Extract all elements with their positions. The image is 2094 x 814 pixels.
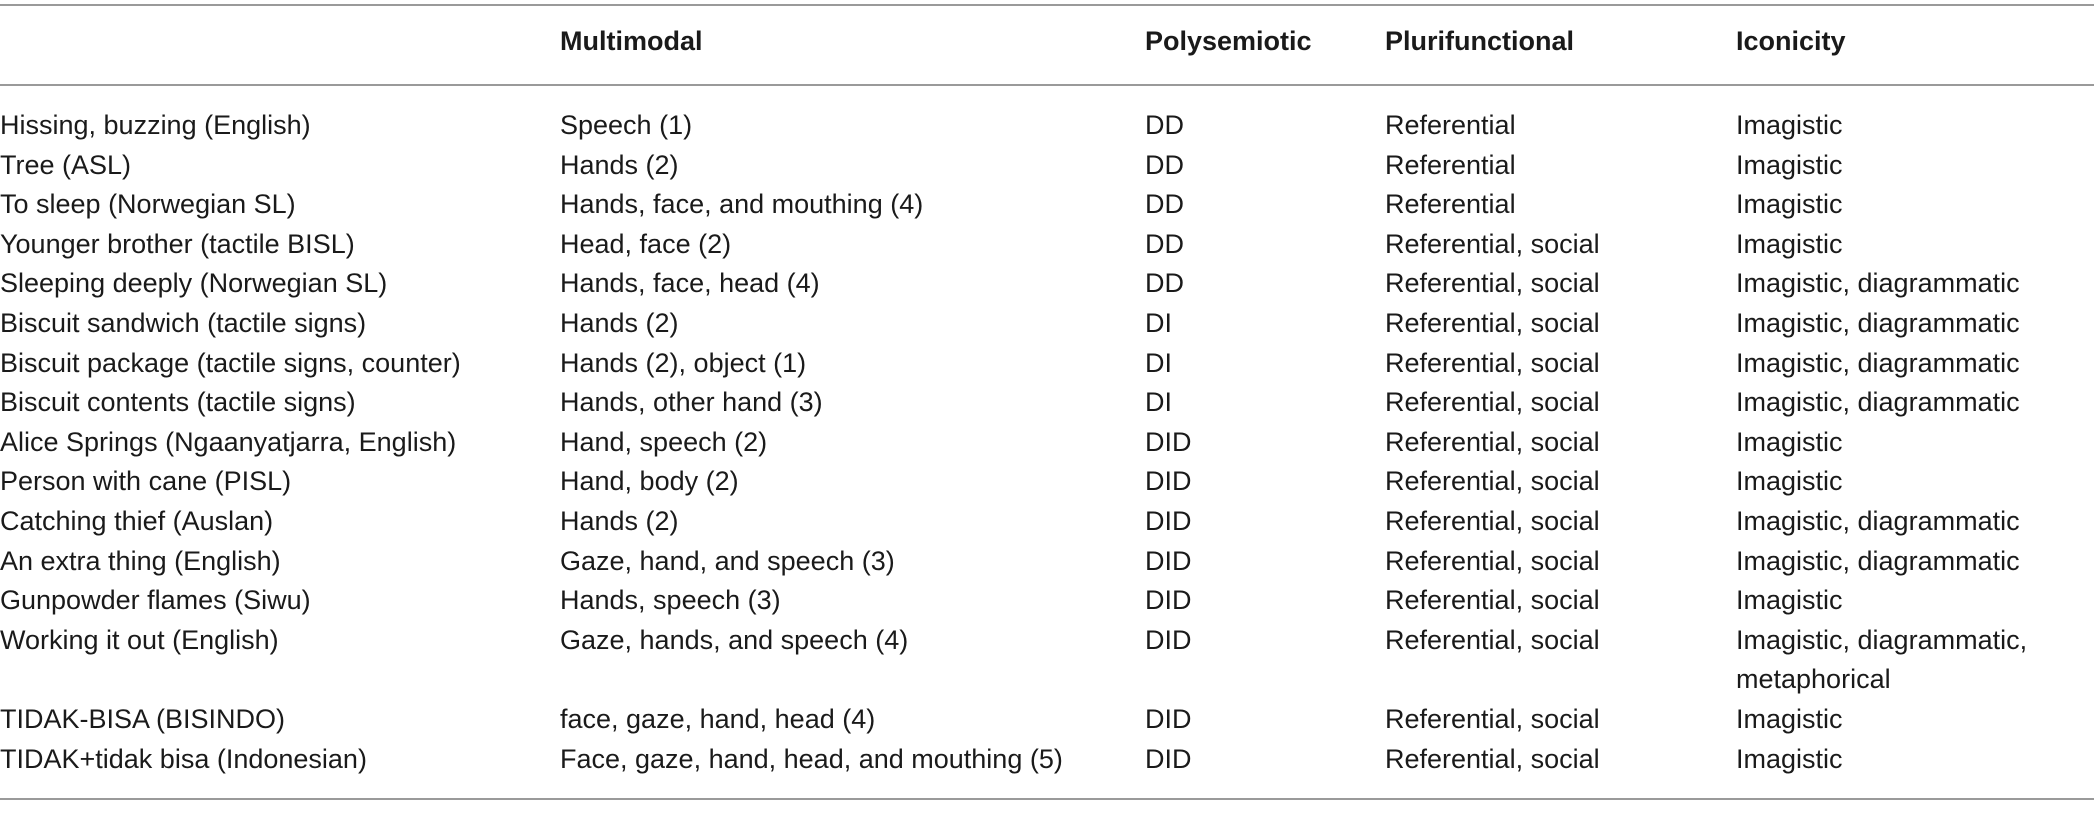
- table-cell-iconicity: Imagistic, diagrammatic: [1736, 307, 2020, 338]
- table-cell-polysemiotic: DID: [1145, 466, 1192, 497]
- table-cell-plurifunctional: Referential, social: [1385, 347, 1600, 378]
- table-cell-polysemiotic: DI: [1145, 387, 1172, 418]
- table-cell-plurifunctional: Referential, social: [1385, 466, 1600, 497]
- table-cell-iconicity: Imagistic, diagrammatic: [1736, 347, 2020, 378]
- table-cell-plurifunctional: Referential, social: [1385, 268, 1600, 299]
- table-cell-plurifunctional: Referential, social: [1385, 228, 1600, 259]
- table-cell-plurifunctional: Referential, social: [1385, 307, 1600, 338]
- table-cell-multimodal: Hands (2): [560, 505, 679, 536]
- table-cell-plurifunctional: Referential: [1385, 149, 1516, 180]
- table-cell-iconicity: Imagistic: [1736, 703, 1843, 734]
- table-cell-example: Younger brother (tactile BISL): [0, 228, 355, 259]
- table-cell-multimodal: Hands, face, head (4): [560, 268, 820, 299]
- table-cell-plurifunctional: Referential, social: [1385, 703, 1600, 734]
- table-cell-example: TIDAK-BISA (BISINDO): [0, 703, 286, 734]
- table-header-row: [0, 26, 2094, 66]
- table-row: [0, 423, 2094, 463]
- table-cell-multimodal: Gaze, hand, and speech (3): [560, 545, 895, 576]
- table-cell-iconicity: Imagistic, diagrammatic: [1736, 545, 2020, 576]
- table-cell-multimodal: face, gaze, hand, head (4): [560, 703, 876, 734]
- table-row: [0, 462, 2094, 502]
- table-cell-multimodal: Hands, speech (3): [560, 585, 781, 616]
- table-cell-example: To sleep (Norwegian SL): [0, 189, 296, 220]
- table-cell-example: Sleeping deeply (Norwegian SL): [0, 268, 388, 299]
- header-cell-multimodal: Multimodal: [560, 26, 703, 56]
- table-body: [0, 106, 2094, 779]
- table-cell-iconicity: Imagistic: [1736, 110, 1843, 140]
- table-cell-multimodal: Hands, face, and mouthing (4): [560, 189, 924, 220]
- table-cell-example: TIDAK+tidak bisa (Indonesian): [0, 743, 367, 774]
- table-cell-multimodal: Hands (2): [560, 149, 679, 180]
- table-cell-example: Biscuit package (tactile signs, counter): [0, 347, 461, 378]
- table-cell-polysemiotic: DD: [1145, 189, 1184, 220]
- header-cell-polysemiotic: Polysemiotic: [1145, 26, 1312, 56]
- table-cell-multimodal: Hands (2): [560, 307, 679, 338]
- table-cell-plurifunctional: Referential, social: [1385, 545, 1600, 576]
- table-row: [0, 740, 2094, 780]
- table-cell-iconicity: Imagistic, diagrammatic, metaphorical: [1736, 624, 2028, 695]
- table-cell-iconicity: Imagistic: [1736, 585, 1843, 616]
- table-cell-iconicity: Imagistic, diagrammatic: [1736, 387, 2020, 418]
- table-row: [0, 264, 2094, 304]
- table-cell-example: Biscuit sandwich (tactile signs): [0, 307, 367, 338]
- header-cell-plurifunctional: Plurifunctional: [1385, 26, 1574, 56]
- table-cell-example: Hissing, buzzing (English): [0, 110, 311, 140]
- table-row: [0, 383, 2094, 423]
- table-cell-plurifunctional: Referential, social: [1385, 624, 1600, 655]
- table-cell-plurifunctional: Referential: [1385, 189, 1516, 220]
- table-cell-plurifunctional: Referential, social: [1385, 743, 1600, 774]
- table-cell-iconicity: Imagistic: [1736, 743, 1843, 774]
- table-row: [0, 106, 2094, 146]
- table-cell-multimodal: Hand, speech (2): [560, 426, 768, 457]
- table-cell-polysemiotic: DID: [1145, 585, 1192, 616]
- table-cell-example: Alice Springs (Ngaanyatjarra, English): [0, 426, 457, 457]
- table-cell-plurifunctional: Referential, social: [1385, 387, 1600, 418]
- table-cell-polysemiotic: DD: [1145, 149, 1184, 180]
- table-cell-polysemiotic: DI: [1145, 347, 1172, 378]
- table-cell-example: Gunpowder flames (Siwu): [0, 585, 311, 616]
- table-cell-polysemiotic: DD: [1145, 228, 1184, 259]
- table-cell-polysemiotic: DID: [1145, 743, 1192, 774]
- table-cell-example: Biscuit contents (tactile signs): [0, 387, 356, 418]
- table-cell-multimodal: Hand, body (2): [560, 466, 739, 497]
- table-row: [0, 146, 2094, 186]
- table-cell-plurifunctional: Referential: [1385, 110, 1516, 140]
- table-cell-polysemiotic: DI: [1145, 307, 1172, 338]
- table-cell-iconicity: Imagistic: [1736, 466, 1843, 497]
- table-cell-multimodal: Hands (2), object (1): [560, 347, 807, 378]
- table-cell-polysemiotic: DID: [1145, 703, 1192, 734]
- table-row: [0, 621, 2094, 700]
- table-row: [0, 304, 2094, 344]
- header-cell-iconicity: Iconicity: [1736, 26, 1846, 56]
- table-cell-example: Working it out (English): [0, 624, 279, 655]
- table-row: [0, 185, 2094, 225]
- table-cell-iconicity: Imagistic: [1736, 189, 1843, 220]
- table-cell-plurifunctional: Referential, social: [1385, 505, 1600, 536]
- table-cell-iconicity: Imagistic: [1736, 426, 1843, 457]
- table-cell-iconicity: Imagistic, diagrammatic: [1736, 505, 2020, 536]
- table-row: [0, 542, 2094, 582]
- table-cell-polysemiotic: DID: [1145, 426, 1192, 457]
- table-cell-polysemiotic: DD: [1145, 110, 1184, 140]
- table-row: [0, 502, 2094, 542]
- table-cell-plurifunctional: Referential, social: [1385, 426, 1600, 457]
- table-bottom-rule: [0, 798, 2094, 800]
- table-cell-iconicity: Imagistic: [1736, 149, 1843, 180]
- table-cell-example: Person with cane (PISL): [0, 466, 292, 497]
- table-cell-multimodal: Gaze, hands, and speech (4): [560, 624, 909, 655]
- table-row: [0, 344, 2094, 384]
- table-cell-polysemiotic: DID: [1145, 545, 1192, 576]
- table-cell-iconicity: Imagistic, diagrammatic: [1736, 268, 2020, 299]
- table-cell-multimodal: Hands, other hand (3): [560, 387, 823, 418]
- table-cell-example: Catching thief (Auslan): [0, 505, 274, 536]
- table-row: [0, 581, 2094, 621]
- table-top-rule: [0, 4, 2094, 6]
- table-cell-plurifunctional: Referential, social: [1385, 585, 1600, 616]
- table-cell-polysemiotic: DID: [1145, 505, 1192, 536]
- table-cell-polysemiotic: DID: [1145, 624, 1192, 655]
- table-header-rule: [0, 84, 2094, 86]
- table-cell-multimodal: Head, face (2): [560, 228, 732, 259]
- table-cell-iconicity: Imagistic: [1736, 228, 1843, 259]
- table-cell-multimodal: Face, gaze, hand, head, and mouthing (5): [560, 743, 1063, 774]
- table-row: [0, 700, 2094, 740]
- table-row: [0, 225, 2094, 265]
- table-cell-example: An extra thing (English): [0, 545, 281, 576]
- table-cell-multimodal: Speech (1): [560, 110, 693, 140]
- table-cell-polysemiotic: DD: [1145, 268, 1184, 299]
- table-cell-example: Tree (ASL): [0, 149, 132, 180]
